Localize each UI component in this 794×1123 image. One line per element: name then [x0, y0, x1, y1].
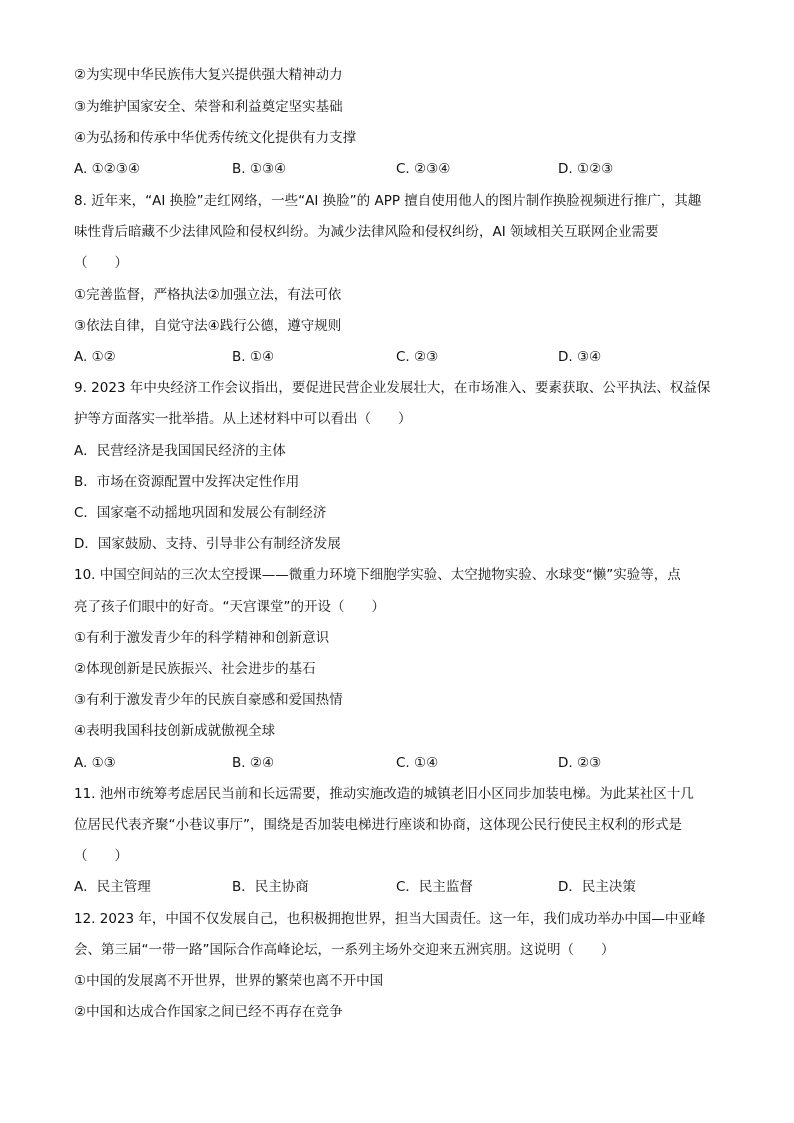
q12-stem-line-1: 12. 2023 年，中国不仅发展自己，也积极拥抱世界，担当大国责任。这一年，我们成功举办中国—中亚峰 — [74, 911, 706, 927]
q9-option-d: D．国家鼓励、支持、引导非公有制经济发展 — [74, 536, 341, 552]
q9-stem-line-2: 护等方面落实一批举措。从上述材料中可以看出（ ） — [74, 411, 412, 427]
q9-option-a: A．民营经济是我国国民经济的主体 — [74, 443, 286, 459]
q10-options — [74, 754, 734, 772]
q11-answer-blank: （ ） — [74, 848, 128, 864]
q12-statement-2: ②中国和达成合作国家之间已经不再存在竞争 — [74, 1004, 343, 1020]
q10-stem-line-1: 10. 中国空间站的三次太空授课——微重力环境下细胞学实验、太空抛物实验、水球变“懒”实验等，点 — [74, 567, 681, 583]
q8-statements-1-2: ①完善监督，严格执法②加强立法，有法可依 — [74, 287, 342, 303]
q11-stem-line-1: 11. 池州市统筹考虑居民当前和长远需要，推动实施改造的城镇老旧小区同步加装电梯。为此某社区十几 — [74, 786, 694, 802]
q7-option-c: C. ②③④ — [396, 161, 451, 177]
q7-statement-2: ②为实现中华民族伟大复兴提供强大精神动力 — [74, 67, 343, 83]
q10-statement-1: ①有利于激发青少年的科学精神和创新意识 — [74, 630, 330, 646]
q8-option-c: C. ②③ — [396, 349, 439, 365]
q7-statement-3: ③为维护国家安全、荣誉和利益奠定坚实基础 — [74, 99, 343, 115]
q12-stem-line-2: 会、第三届“一带一路”国际合作高峰论坛，一系列主场外交迎来五洲宾朋。这说明（ ） — [74, 942, 615, 958]
q11-option-d: D．民主决策 — [558, 879, 636, 895]
q8-statements-3-4: ③依法自律，自觉守法④践行公德，遵守规则 — [74, 318, 342, 334]
q10-option-d: D. ②③ — [558, 755, 602, 771]
q10-statement-3: ③有利于激发青少年的民族自豪感和爱国热情 — [74, 692, 343, 708]
q10-stem-line-2: 亮了孩子们眼中的好奇。“天宫课堂”的开设（ ） — [74, 599, 385, 615]
q11-options — [74, 878, 734, 896]
q8-stem-line-1: 8. 近年来，“AI 换脸”走红网络，一些“AI 换脸”的 APP 擅自使用他人的图片制作换脸视频进行推广，其趣 — [74, 193, 702, 209]
q12-statement-1: ①中国的发展离不开世界，世界的繁荣也离不开中国 — [74, 973, 384, 989]
q8-stem-line-2: 味性背后暗藏不少法律风险和侵权纠纷。为减少法律风险和侵权纠纷，AI 领域相关互联网企业需要 — [74, 224, 659, 240]
q10-option-b: B. ②④ — [232, 755, 275, 771]
q7-option-b: B. ①③④ — [232, 161, 287, 177]
q10-statement-4: ④表明我国科技创新成就傲视全球 — [74, 723, 276, 739]
q9-option-b: B．市场在资源配置中发挥决定性作用 — [74, 474, 300, 490]
q10-option-a: A. ①③ — [74, 755, 116, 771]
q11-stem-line-2: 位居民代表齐聚“小巷议事厅”，围绕是否加装电梯进行座谈和协商，这体现公民行使民主权利的形式是 — [74, 817, 682, 833]
q7-option-a: A. ①②③④ — [74, 161, 140, 177]
q8-answer-blank: （ ） — [74, 255, 128, 271]
q10-statement-2: ②体现创新是民族振兴、社会进步的基石 — [74, 661, 316, 677]
q7-statement-4: ④为弘扬和传承中华优秀传统文化提供有力支撑 — [74, 130, 357, 146]
q9-stem-line-1: 9. 2023 年中央经济工作会议指出，要促进民营企业发展壮大，在市场准入、要素获取、公平执法、权益保 — [74, 380, 711, 396]
q8-option-d: D. ③④ — [558, 349, 602, 365]
q8-option-b: B. ①④ — [232, 349, 275, 365]
q9-option-c: C．国家毫不动摇地巩固和发展公有制经济 — [74, 505, 327, 521]
q7-options — [74, 160, 734, 178]
q11-option-b: B．民主协商 — [232, 879, 309, 895]
q7-option-d: D. ①②③ — [558, 161, 614, 177]
q10-option-c: C. ①④ — [396, 755, 439, 771]
q11-option-a: A．民主管理 — [74, 879, 151, 895]
q8-options — [74, 348, 734, 366]
q8-option-a: A. ①② — [74, 349, 116, 365]
q11-option-c: C．民主监督 — [396, 879, 473, 895]
